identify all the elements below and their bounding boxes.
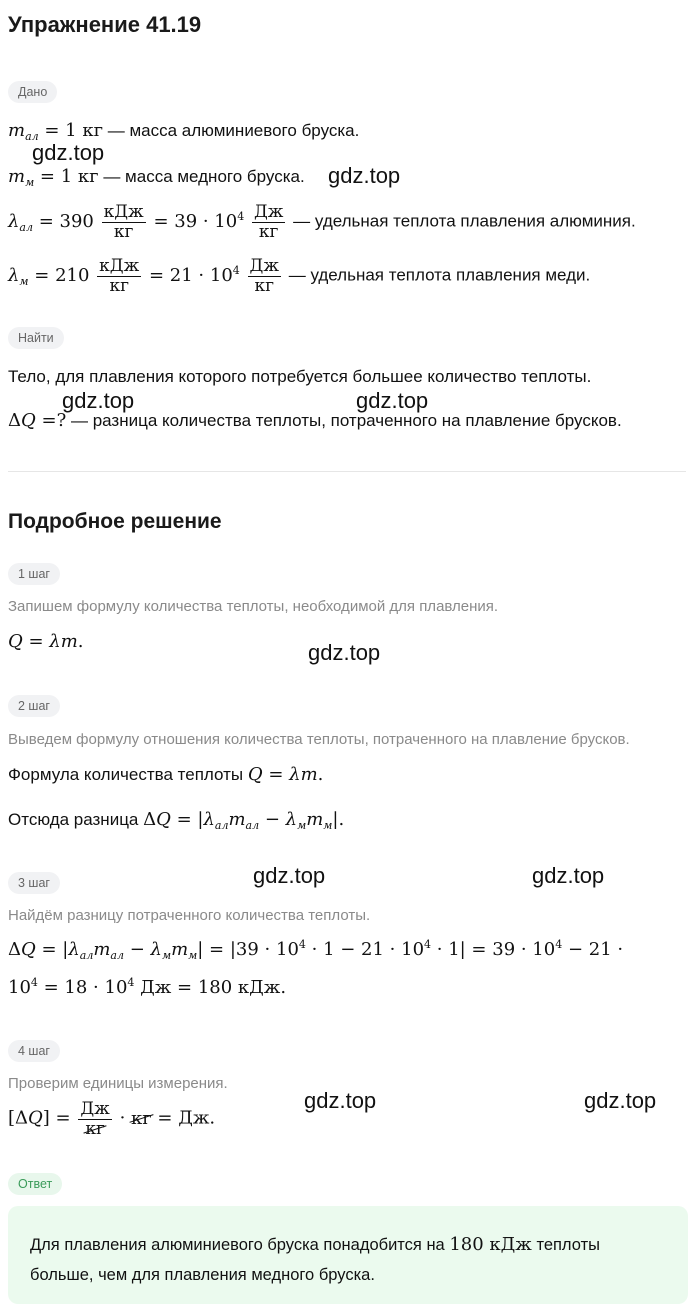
watermark: gdz.top — [304, 1088, 377, 1113]
given-mass-aluminum: $m_{ал} = 1$ кг — масса алюминиевого бруска. — [8, 120, 360, 143]
find-line-1: Тело, для плавления которого потребуется большее количество теплоты. — [8, 367, 592, 386]
watermark: gdz.top — [62, 388, 135, 413]
step-2-badge: 2 шаг — [8, 695, 60, 717]
step-3-description: Найдём разницу потраченного количества теплоты. — [8, 907, 371, 924]
step-1-badge: 1 шаг — [8, 563, 60, 585]
given-mass-copper: $m_м = 1$ кг — масса медного бруска. — [8, 166, 305, 189]
step-4-formula: [ΔQ] = $\frac{Дж}{кг}$ · кг = Дж. — [8, 1099, 216, 1139]
watermark: gdz.top — [356, 388, 429, 413]
answer-box: Для плавления алюминиевого бруска понадобится на 180 кДж теплоты больше, чем для плавления медного бруска. — [8, 1206, 688, 1304]
watermark: gdz.top — [328, 163, 401, 188]
given-lambda-aluminum: $\lambda_{ал} = 390$ $\frac{\text{кДж}}{кг}$ = $39 \cdot 10^4$ $\frac{Дж}{кг}$ — удельная теплота плавления алюминия. — [8, 202, 636, 242]
step-4-description: Проверим единицы измерения. — [8, 1075, 228, 1092]
find-badge: Найти — [8, 327, 64, 349]
find-line-2: ΔQ =? — разница количества теплоты, потраченного на плавление брусков. — [8, 410, 622, 431]
given-badge: Дано — [8, 81, 57, 103]
page-title: Упражнение 41.19 — [8, 12, 202, 37]
watermark: gdz.top — [532, 863, 605, 888]
step-3-formula-line-2: $10^4 = 18 \cdot 10^4$ Дж = 180 кДж. — [8, 976, 287, 998]
step-1-formula: Q = λm. — [8, 631, 84, 652]
watermark: gdz.top — [308, 640, 381, 665]
step-3-formula-line-1: $\Delta Q = |\lambda_{ал}m_{ал} - \lambda_мm_м| = |39 \cdot 10^4 \cdot 1 - 21 \cdot 10^4 \cdot 1| = 39 \cdot 10^4 - 21$ · — [8, 938, 624, 962]
watermark: gdz.top — [253, 863, 326, 888]
step-3-badge: 3 шаг — [8, 872, 60, 894]
watermark: gdz.top — [584, 1088, 657, 1113]
answer-badge: Ответ — [8, 1173, 62, 1195]
step-4-badge: 4 шаг — [8, 1040, 60, 1062]
solution-heading: Подробное решение — [8, 510, 222, 533]
step-2-line-2: Отсюда разница $\Delta Q = |\lambda_{ал}m_{ал} - \lambda_мm_м|$. — [8, 809, 345, 832]
section-divider — [8, 471, 686, 472]
step-2-description: Выведем формулу отношения количества теплоты, потраченного на плавление брусков. — [8, 731, 630, 748]
step-2-line-1: Формула количества теплоты Q = λm. — [8, 764, 324, 785]
watermark: gdz.top — [32, 140, 105, 165]
step-1-description: Запишем формулу количества теплоты, необходимой для плавления. — [8, 598, 499, 615]
given-lambda-copper: $\lambda_м = 210$ $\frac{\text{кДж}}{кг}$ = $21 \cdot 10^4$ $\frac{Дж}{кг}$ — удельная теплота плавления меди. — [8, 256, 591, 296]
